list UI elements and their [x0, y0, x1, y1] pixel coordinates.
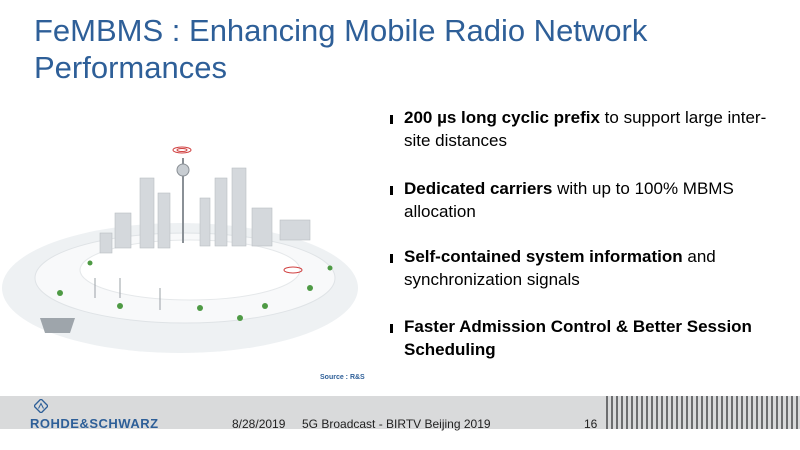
bullet-text: to support large inter-site distances	[404, 108, 767, 150]
bullet-bold-text: Dedicated carriers	[404, 179, 553, 198]
bullet-item	[390, 245, 790, 291]
bullet-item	[390, 177, 790, 223]
company-logo-text: ROHDE&SCHWARZ	[30, 416, 159, 431]
footer-stripes	[606, 396, 800, 429]
bullet-marker	[390, 324, 393, 333]
footer-date: 8/28/2019	[232, 417, 286, 431]
slide-footer	[0, 396, 800, 450]
page-number: 16	[584, 417, 598, 431]
bullet-bold-text: Self-contained system information	[404, 247, 683, 266]
bullet-marker	[390, 115, 393, 124]
footer-event: 5G Broadcast - BIRTV Beijing 2019	[302, 417, 491, 431]
image-source-caption: Source : R&S	[320, 374, 365, 381]
city-network-illustration	[0, 138, 370, 368]
bullet-item	[390, 315, 790, 361]
slide-title: FeMBMS : Enhancing Mobile Radio Network Performances	[34, 13, 648, 85]
bullet-marker	[390, 254, 393, 263]
rohde-schwarz-logo-icon	[34, 399, 48, 413]
bullet-bold-text: Faster Admission Control & Better Session Scheduling	[404, 317, 752, 359]
bullet-text: and synchronization signals	[404, 247, 716, 289]
bullet-text: with up to 100% MBMS allocation	[404, 179, 734, 221]
bullet-item	[390, 106, 790, 152]
bullet-bold-text: 200 µs long cyclic prefix	[404, 108, 600, 127]
bullet-marker	[390, 186, 393, 195]
